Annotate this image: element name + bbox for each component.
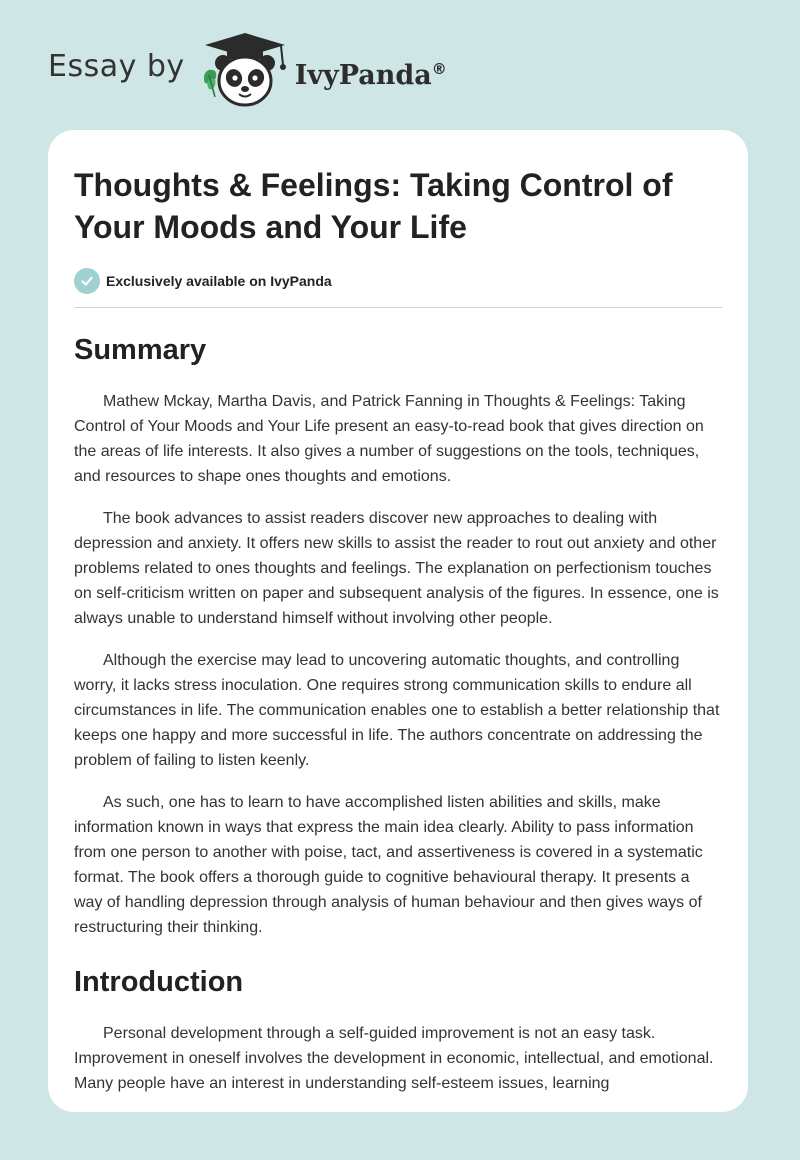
brand-name: IvyPanda® xyxy=(294,59,447,91)
site-header xyxy=(48,30,447,110)
paragraph: Although the exercise may lead to uncovering automatic thoughts, and controlling worry, it lacks stress inoculation. One requires strong communication skills to endure all circumstances in life. The communication enables one to establish a better relationship that keeps one happy and more successful in life. The authors concentrate on addressing the problem of failing to listen keenly. xyxy=(74,652,720,769)
essay-card xyxy=(48,130,748,1112)
paragraph: The book advances to assist readers discover new approaches to dealing with depression and anxiety. It offers new skills to assist the reader to rout out anxiety and other problems related to ones thoughts and feelings. The explanation on perfectionism touches on self-criticism written on paper and subsequent analysis of the figures. In essence, one is always unable to understand himself without involving other people. xyxy=(74,510,719,627)
section-heading-summary: Summary xyxy=(74,334,207,366)
panda-logo-icon[interactable] xyxy=(199,31,291,109)
introduction-body xyxy=(74,1021,722,1096)
check-icon xyxy=(74,268,100,294)
badge-label: Exclusively available on IvyPanda xyxy=(106,273,332,289)
registered-mark: ® xyxy=(431,59,447,78)
paragraph: Personal development through a self-guided improvement is not an easy task. Improvement in oneself involves the development in economic, intellectual, and emotional. Many people have an interest in understanding self-esteem issues, learning xyxy=(74,1025,714,1092)
divider xyxy=(74,307,722,308)
brand-prefix: Essay by xyxy=(48,48,185,84)
summary-body xyxy=(74,389,722,940)
section-heading-introduction: Introduction xyxy=(74,966,244,998)
paragraph: As such, one has to learn to have accomplished listen abilities and skills, make information known in ways that express the main idea clearly. Ability to pass information from one person to another with poise, tact, and assertiveness is covered in a systematic format. The book offers a thorough guide to cognitive behavioural therapy. It presents a way of handling depression through analysis of human behaviour and then gives ways of restructuring their thinking. xyxy=(74,794,703,936)
paragraph: Mathew Mckay, Martha Davis, and Patrick Fanning in Thoughts & Feelings: Taking Control of Your Moods and Your Life present an easy-to-read book that gives direction on the areas of life interests. It also gives a number of suggestions on the tools, techniques, and resources to shape ones thoughts and emotions. xyxy=(74,393,704,485)
essay-title: Thoughts & Feelings: Taking Control of Your Moods and Your Life xyxy=(74,167,673,245)
exclusive-badge xyxy=(74,268,722,294)
